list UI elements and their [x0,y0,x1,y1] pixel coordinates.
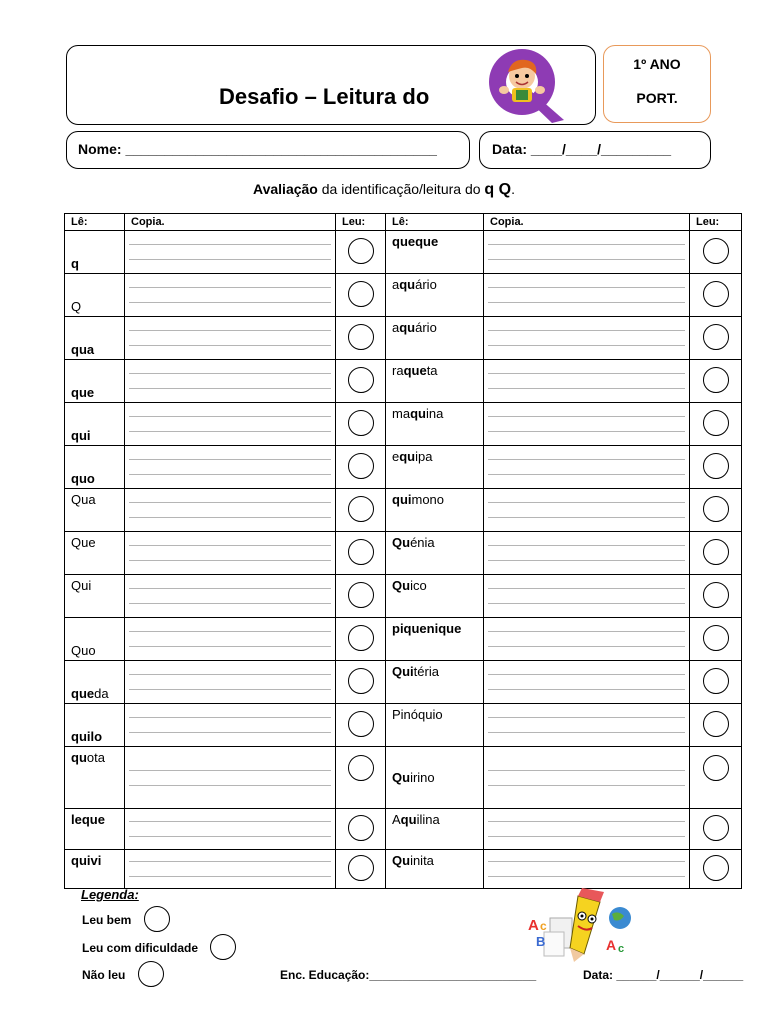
read-check-cell [336,850,386,889]
name-field[interactable]: Nome: ________________________________________ [78,141,437,157]
legend-title: Legenda: [81,887,139,902]
copy-lines [125,717,335,733]
copy-lines [484,588,689,604]
page-title: Desafio – Leitura do [219,84,430,109]
copy-lines [125,861,335,877]
copy-lines [125,373,335,389]
read-check-cell [336,489,386,532]
table-row [65,809,742,850]
read-check-cell [336,360,386,403]
svg-text:c: c [618,943,625,955]
legend-difficulty-circle[interactable] [210,934,236,960]
table-row [65,231,742,274]
copy-cell-right[interactable] [484,704,690,747]
word-right: maquina [386,403,484,446]
table-row [65,489,742,532]
word-left: Que [65,532,125,575]
pencil-abc-clipart [526,888,638,962]
word-right: quimono [386,489,484,532]
read-check-cell [336,317,386,360]
read-check-cell [690,747,742,809]
copy-lines [484,631,689,647]
read-check-cell [690,403,742,446]
read-check-circle[interactable] [703,367,729,393]
copy-lines [484,545,689,561]
table-header-row [65,214,742,231]
read-check-circle[interactable] [703,238,729,264]
read-check-circle[interactable] [703,711,729,737]
letter-q-boy-logo [486,46,568,124]
word-left: Qua [65,489,125,532]
grade-label: 1º ANO [633,56,681,72]
table-row [65,403,742,446]
table-row [65,747,742,809]
header-read: Lê: [386,214,484,231]
copy-cell-left[interactable] [125,704,336,747]
copy-lines [484,416,689,432]
svg-text:c: c [540,919,547,933]
read-check-circle[interactable] [703,539,729,565]
word-left: quo [65,446,125,489]
table-row [65,360,742,403]
copy-lines [125,459,335,475]
word-left: queda [65,661,125,704]
copy-cell-left[interactable] [125,231,336,274]
legend-difficulty-label: Leu com dificuldade [82,941,199,955]
read-check-cell [336,809,386,850]
copy-cell-right[interactable] [484,575,690,618]
read-check-circle[interactable] [703,582,729,608]
copy-lines [484,674,689,690]
read-check-circle[interactable] [703,410,729,436]
read-check-circle[interactable] [348,539,374,565]
read-check-cell [336,403,386,446]
word-left: quilo [65,704,125,747]
table-row [65,575,742,618]
table-row [65,446,742,489]
read-check-circle[interactable] [703,815,729,841]
read-check-circle[interactable] [703,755,729,781]
read-check-circle[interactable] [348,815,374,841]
read-check-cell [336,274,386,317]
read-check-cell [336,704,386,747]
copy-cell-left[interactable] [125,661,336,704]
read-check-circle[interactable] [348,410,374,436]
legend-not-read-circle[interactable] [138,961,164,987]
word-right: equipa [386,446,484,489]
read-check-cell [690,317,742,360]
copy-cell-right[interactable] [484,231,690,274]
copy-cell-left[interactable] [125,809,336,850]
copy-lines [484,459,689,475]
copy-cell-right[interactable] [484,661,690,704]
read-check-cell [336,532,386,575]
copy-cell-left[interactable] [125,850,336,889]
header-did-read: Leu: [336,214,386,231]
copy-cell-right[interactable] [484,274,690,317]
copy-cell-left[interactable] [125,489,336,532]
copy-cell-right[interactable] [484,446,690,489]
word-left: leque [65,809,125,850]
copy-cell-right[interactable] [484,809,690,850]
reading-table [64,213,742,889]
svg-text:A: A [606,937,617,953]
header-copy: Copia. [125,214,336,231]
copy-lines [484,373,689,389]
read-check-cell [336,575,386,618]
read-check-cell [690,618,742,661]
read-check-cell [690,231,742,274]
header-read: Lê: [65,214,125,231]
read-check-cell [336,661,386,704]
copy-cell-right[interactable] [484,317,690,360]
read-check-circle[interactable] [703,324,729,350]
read-check-cell [336,618,386,661]
header-copy: Copia. [484,214,690,231]
subtitle: Avaliação da identificação/leitura do q Q. [253,181,515,198]
table-row [65,532,742,575]
read-check-circle[interactable] [703,668,729,694]
copy-cell-left[interactable] [125,274,336,317]
word-right: aquário [386,274,484,317]
svg-text:A: A [528,917,539,934]
read-check-cell [690,274,742,317]
word-left: quota [65,747,125,809]
read-check-cell [336,747,386,809]
svg-text:B: B [536,934,546,949]
read-check-circle[interactable] [348,496,374,522]
copy-cell-left[interactable] [125,618,336,661]
copy-lines [484,717,689,733]
copy-lines [125,631,335,647]
word-right: Quitéria [386,661,484,704]
table-row [65,704,742,747]
word-right: piquenique [386,618,484,661]
read-check-cell [690,850,742,889]
date-field[interactable]: Data: ____/____/_________ [492,141,672,157]
table-row [65,618,742,661]
word-right: Quico [386,575,484,618]
word-right: Quirino [386,747,484,809]
read-check-circle[interactable] [348,324,374,350]
copy-lines [125,770,335,786]
read-check-circle[interactable] [348,625,374,651]
copy-lines [125,416,335,432]
read-check-cell [690,661,742,704]
read-check-circle[interactable] [703,496,729,522]
read-check-cell [690,532,742,575]
copy-lines [125,244,335,260]
word-left: qua [65,317,125,360]
read-check-cell [336,446,386,489]
word-right: raqueta [386,360,484,403]
copy-lines [125,330,335,346]
table-row [65,850,742,889]
read-check-circle[interactable] [703,453,729,479]
read-check-circle[interactable] [348,238,374,264]
read-check-circle[interactable] [348,453,374,479]
word-right: Pinóquio [386,704,484,747]
copy-cell-right[interactable] [484,532,690,575]
copy-cell-right[interactable] [484,618,690,661]
word-right: aquário [386,317,484,360]
read-check-circle[interactable] [348,367,374,393]
copy-lines [125,674,335,690]
copy-lines [484,330,689,346]
copy-cell-left[interactable] [125,575,336,618]
read-check-circle[interactable] [348,711,374,737]
copy-lines [125,821,335,837]
table-row [65,661,742,704]
read-check-circle[interactable] [348,855,374,881]
read-check-circle[interactable] [348,668,374,694]
word-left: Q [65,274,125,317]
copy-cell-right[interactable] [484,850,690,889]
read-check-circle[interactable] [703,281,729,307]
copy-lines [484,287,689,303]
copy-cell-left[interactable] [125,747,336,809]
word-left: q [65,231,125,274]
table-row [65,274,742,317]
read-check-circle[interactable] [348,755,374,781]
read-check-cell [690,704,742,747]
copy-lines [484,861,689,877]
copy-cell-left[interactable] [125,446,336,489]
table-row [65,317,742,360]
copy-lines [125,502,335,518]
word-left: qui [65,403,125,446]
read-check-cell [336,231,386,274]
read-check-cell [690,575,742,618]
word-left: que [65,360,125,403]
word-right: Quinita [386,850,484,889]
guardian-signature-field[interactable]: Enc. Educação:_________________________ [280,968,537,982]
copy-cell-right[interactable] [484,489,690,532]
copy-lines [484,821,689,837]
read-check-circle[interactable] [703,855,729,881]
copy-cell-right[interactable] [484,360,690,403]
word-left: Qui [65,575,125,618]
copy-lines [125,588,335,604]
read-check-circle[interactable] [348,281,374,307]
copy-cell-left[interactable] [125,360,336,403]
copy-lines [125,287,335,303]
word-right: Quénia [386,532,484,575]
read-check-cell [690,489,742,532]
copy-cell-right[interactable] [484,403,690,446]
copy-lines [125,545,335,561]
read-check-cell [690,809,742,850]
header-did-read: Leu: [690,214,742,231]
copy-cell-right[interactable] [484,747,690,809]
read-check-circle[interactable] [703,625,729,651]
copy-cell-left[interactable] [125,532,336,575]
read-check-cell [690,360,742,403]
word-left: quivi [65,850,125,889]
subject-label: PORT. [636,90,678,106]
copy-lines [484,502,689,518]
legend-good-circle[interactable] [144,906,170,932]
legend-good-label: Leu bem [82,913,132,927]
copy-cell-left[interactable] [125,317,336,360]
copy-lines [484,244,689,260]
copy-cell-left[interactable] [125,403,336,446]
footer-date-field[interactable]: Data: ______/______/______ [583,968,744,982]
read-check-cell [690,446,742,489]
copy-lines [484,770,689,786]
read-check-circle[interactable] [348,582,374,608]
word-right: Aquilina [386,809,484,850]
word-right: queque [386,231,484,274]
legend-not-read-label: Não leu [82,968,126,982]
word-left: Quo [65,618,125,661]
